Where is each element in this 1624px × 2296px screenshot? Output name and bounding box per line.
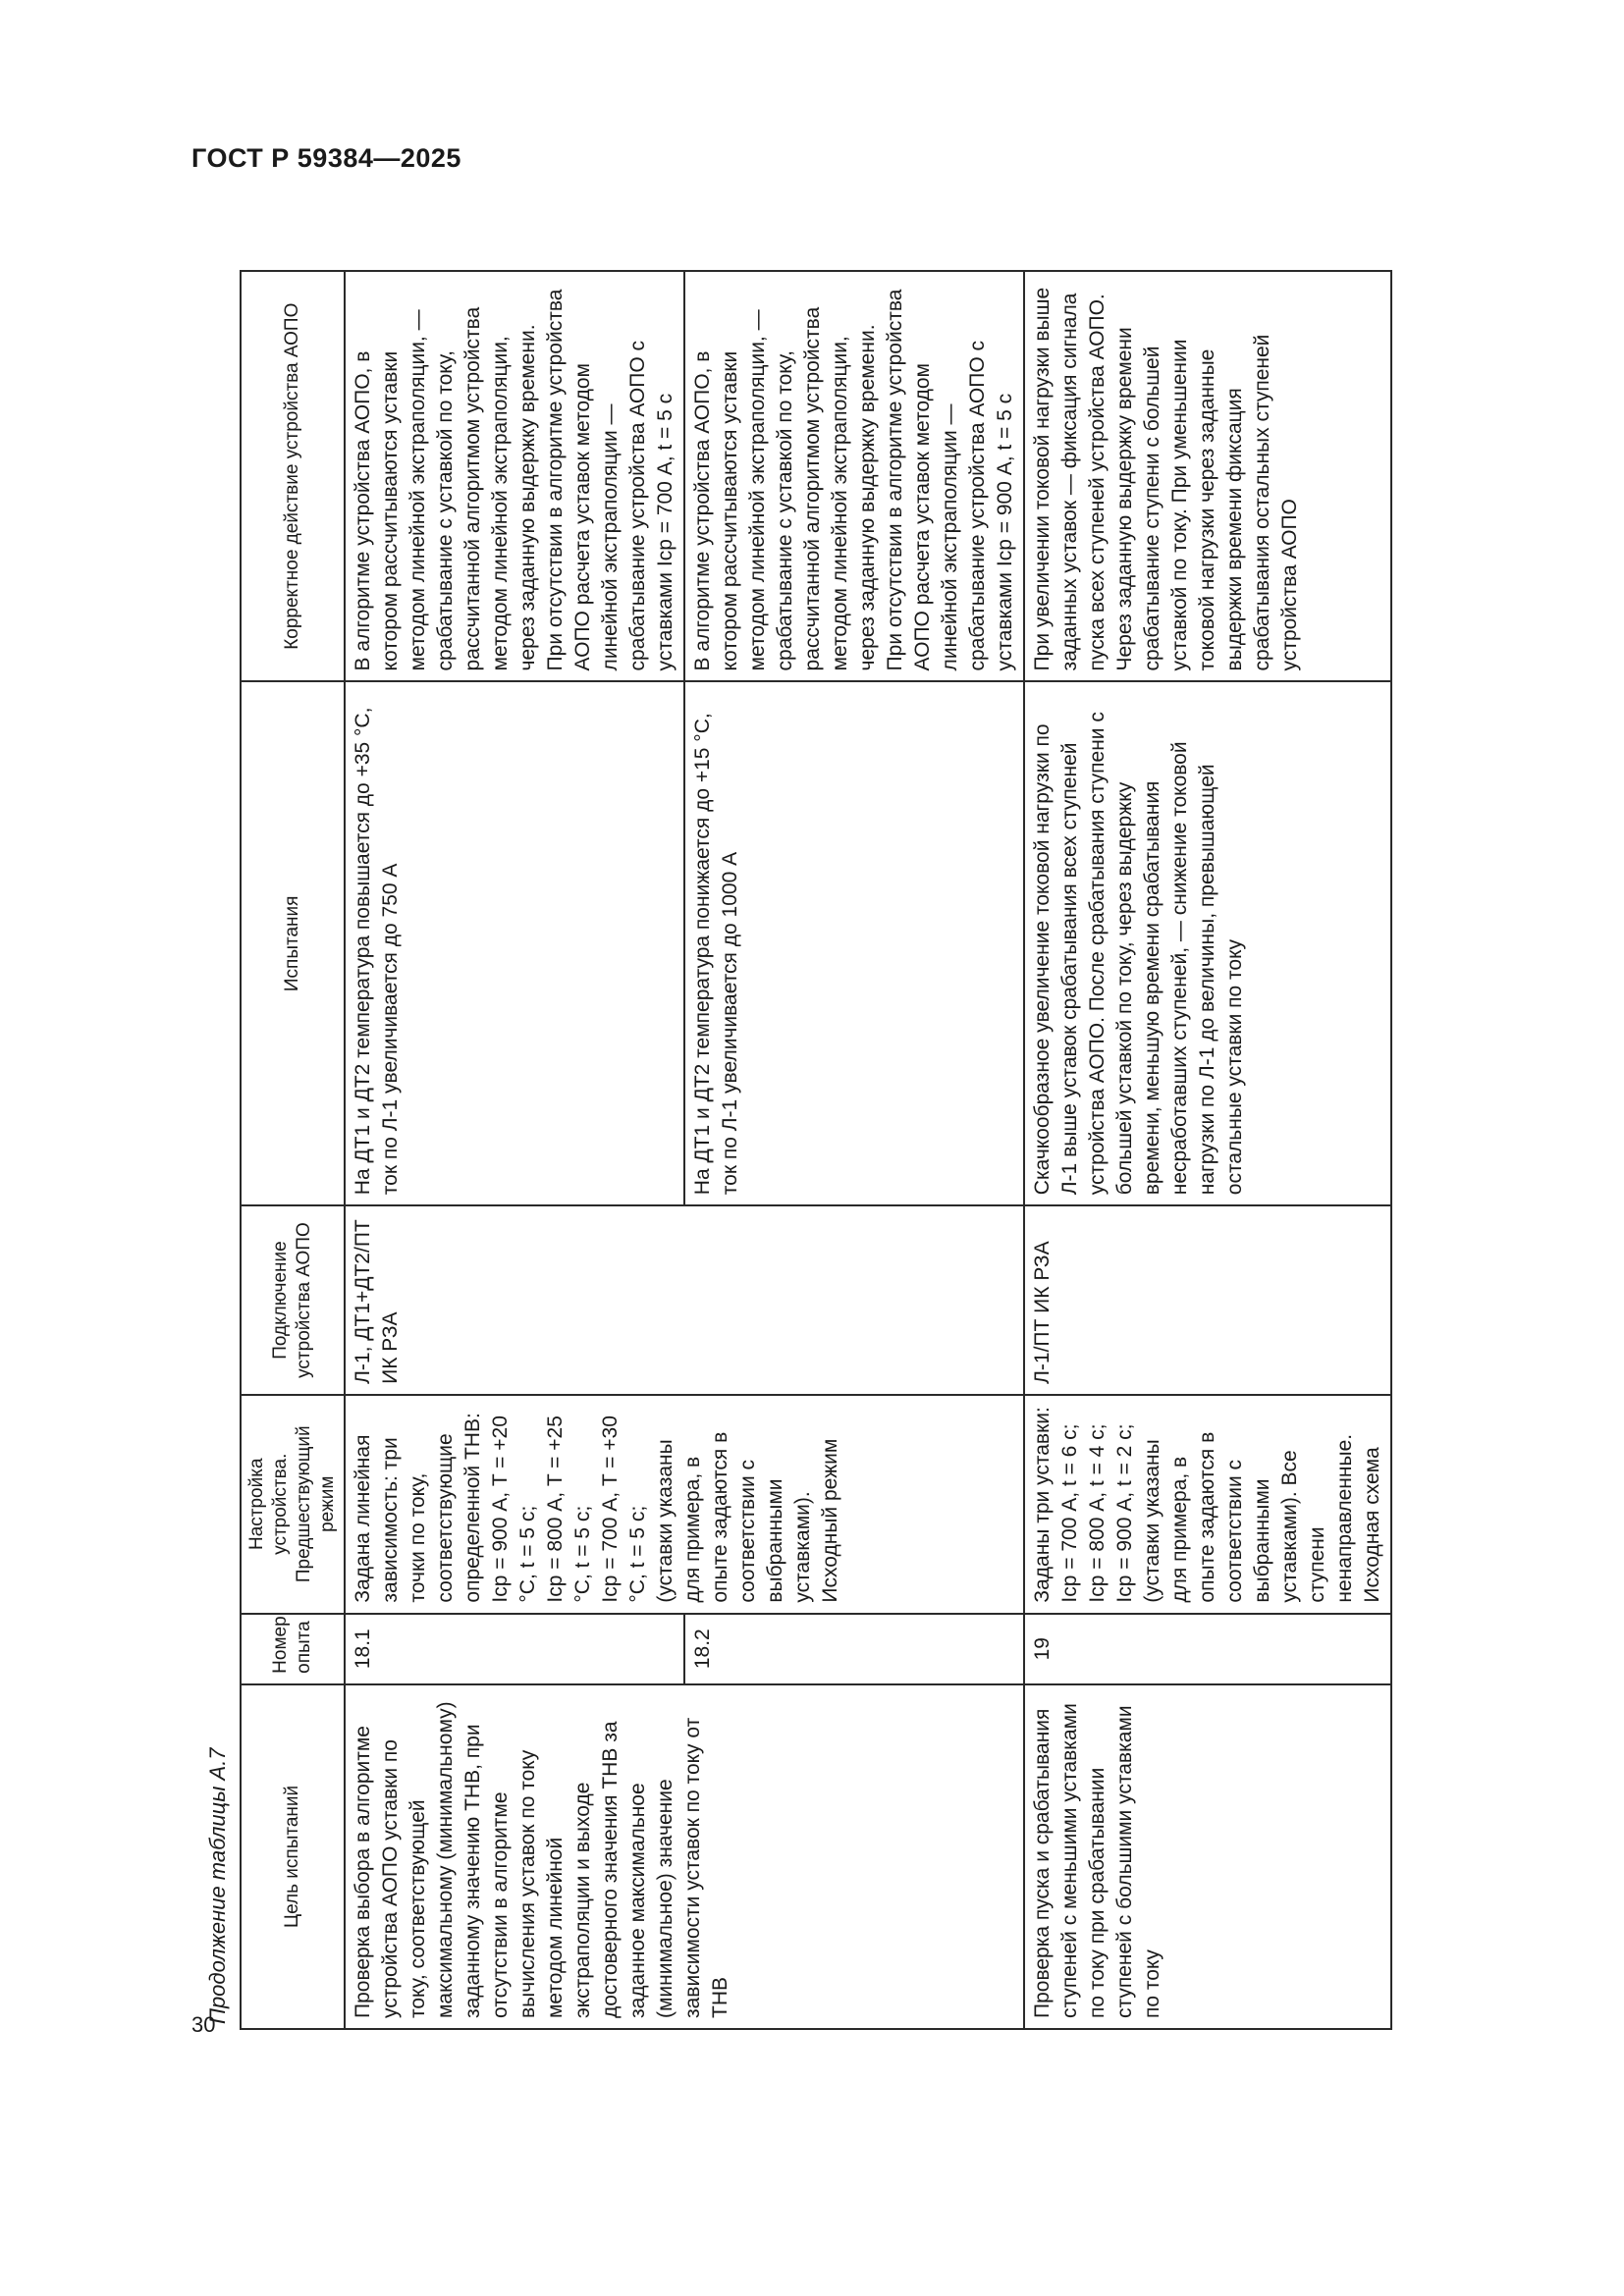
cell-connection: Л-1/ПТ ИК РЗА: [1024, 1205, 1391, 1395]
column-header-number: Номер опыта: [241, 1614, 345, 1684]
table-header-row: [241, 271, 345, 2029]
cell-number: 19: [1024, 1614, 1391, 1684]
column-header-setup: Настройка устройства. Предшествующий режим: [241, 1395, 345, 1614]
cell-action: При увеличении токовой нагрузки выше заданных уставок — фиксация сигнала пуска всех ступеней устройства АОПО. Через заданную выдержку времени срабатывание ступени с большей уставкой по току. При уменьшении токовой нагрузки через заданные выдержки времени фиксация срабатывания остальных ступеней устройства АОПО: [1024, 271, 1391, 681]
cell-goal: Проверка пуска и срабатывания ступеней с меньшими уставками по току при срабатывании ступеней с большими уставками по току: [1024, 1684, 1391, 2029]
column-header-test: Испытания: [241, 681, 345, 1205]
cell-number: 18.2: [684, 1614, 1024, 1684]
cell-connection: Л-1, ДТ1+ДТ2/ПТ ИК РЗА: [345, 1205, 1024, 1395]
cell-action: В алгоритме устройства АОПО, в котором рассчитываются уставки методом линейной экстраполяции, — срабатывание с уставкой по току, рассчитанной алгоритмом устройства методом линейной экстраполяции, через заданную выдержку времени. При отсутствии в алгоритме устройства АОПО расчета уставок методом линейной экстраполяции — срабатывание устройства АОПО с уставками Iср = 900 А, t = 5 с: [684, 271, 1024, 681]
cell-action: В алгоритме устройства АОПО, в котором рассчитываются уставки методом линейной экстраполяции, — срабатывание с уставкой по току, рассчитанной алгоритмом устройства методом линейной экстраполяции, через заданную выдержку времени. При отсутствии в алгоритме устройства АОПО расчета уставок методом линейной экстраполяции — срабатывание устройства АОПО с уставками Iср = 700 А, t = 5 с: [345, 271, 684, 681]
cell-setup: Задана линейная зависимость: три точки по току, соответствующие определенной ТНВ: Iср = 900 А, T = +20 °С, t = 5 с; Iср = 800 А, T = +25 °С, t = 5 с; Iср = 700 А, T = +30 °С, t = 5 с; (уставки указаны для примера, в опыте задаются в соответствии с выбранными уставками). Исходный режим: [345, 1395, 1024, 1614]
table-row: [1024, 271, 1391, 2029]
column-header-goal: Цель испытаний: [241, 1684, 345, 2029]
column-header-connection: Подключение устройства АОПО: [241, 1205, 345, 1395]
cell-test: На ДТ1 и ДТ2 температура понижается до +15 °С, ток по Л-1 увеличивается до 1000 А: [684, 681, 1024, 1205]
table-continuation-caption: Продолжение таблицы А.7: [205, 1747, 230, 2024]
rotated-table-region: [196, 211, 1448, 2042]
cell-setup: Заданы три уставки: Iср = 700 А, t = 6 с; Iср = 800 А, t = 4 с; Iср = 900 А, t = 2 с; (уставки указаны для примера, в опыте задаются в соответствии с выбранными уставками). Все ступени ненаправленные. Исходная схема: [1024, 1395, 1391, 1614]
page-number: 30: [191, 2012, 216, 2037]
cell-goal: Проверка выбора в алгоритме устройства АОПО уставки по току, соответствующей максимальному (минимальному) заданному значению ТНВ, при отсутствии в алгоритме вычисления уставок по току методом линейной экстраполяции и выходе достоверного значения ТНВ за заданное максимальное (минимальное) значение зависимости уставок по току от ТНВ: [345, 1684, 1024, 2029]
cell-number: 18.1: [345, 1614, 684, 1684]
column-header-action: Корректное действие устройства АОПО: [241, 271, 345, 681]
document-code: ГОСТ Р 59384—2025: [191, 143, 461, 173]
cell-test: На ДТ1 и ДТ2 температура повышается до +35 °С, ток по Л-1 увеличивается до 750 А: [345, 681, 684, 1205]
table-row: [345, 271, 684, 2029]
cell-test: Скачкообразное увеличение токовой нагрузки по Л-1 выше уставок срабатывания всех ступеней устройства АОПО. После срабатывания ступени с большей уставкой по току, через выдержку времени, меньшую времени срабатывания несработавших ступеней, — снижение токовой нагрузки по Л-1 до величины, превышающей остальные уставки по току: [1024, 681, 1391, 1205]
test-table: [240, 270, 1392, 2030]
